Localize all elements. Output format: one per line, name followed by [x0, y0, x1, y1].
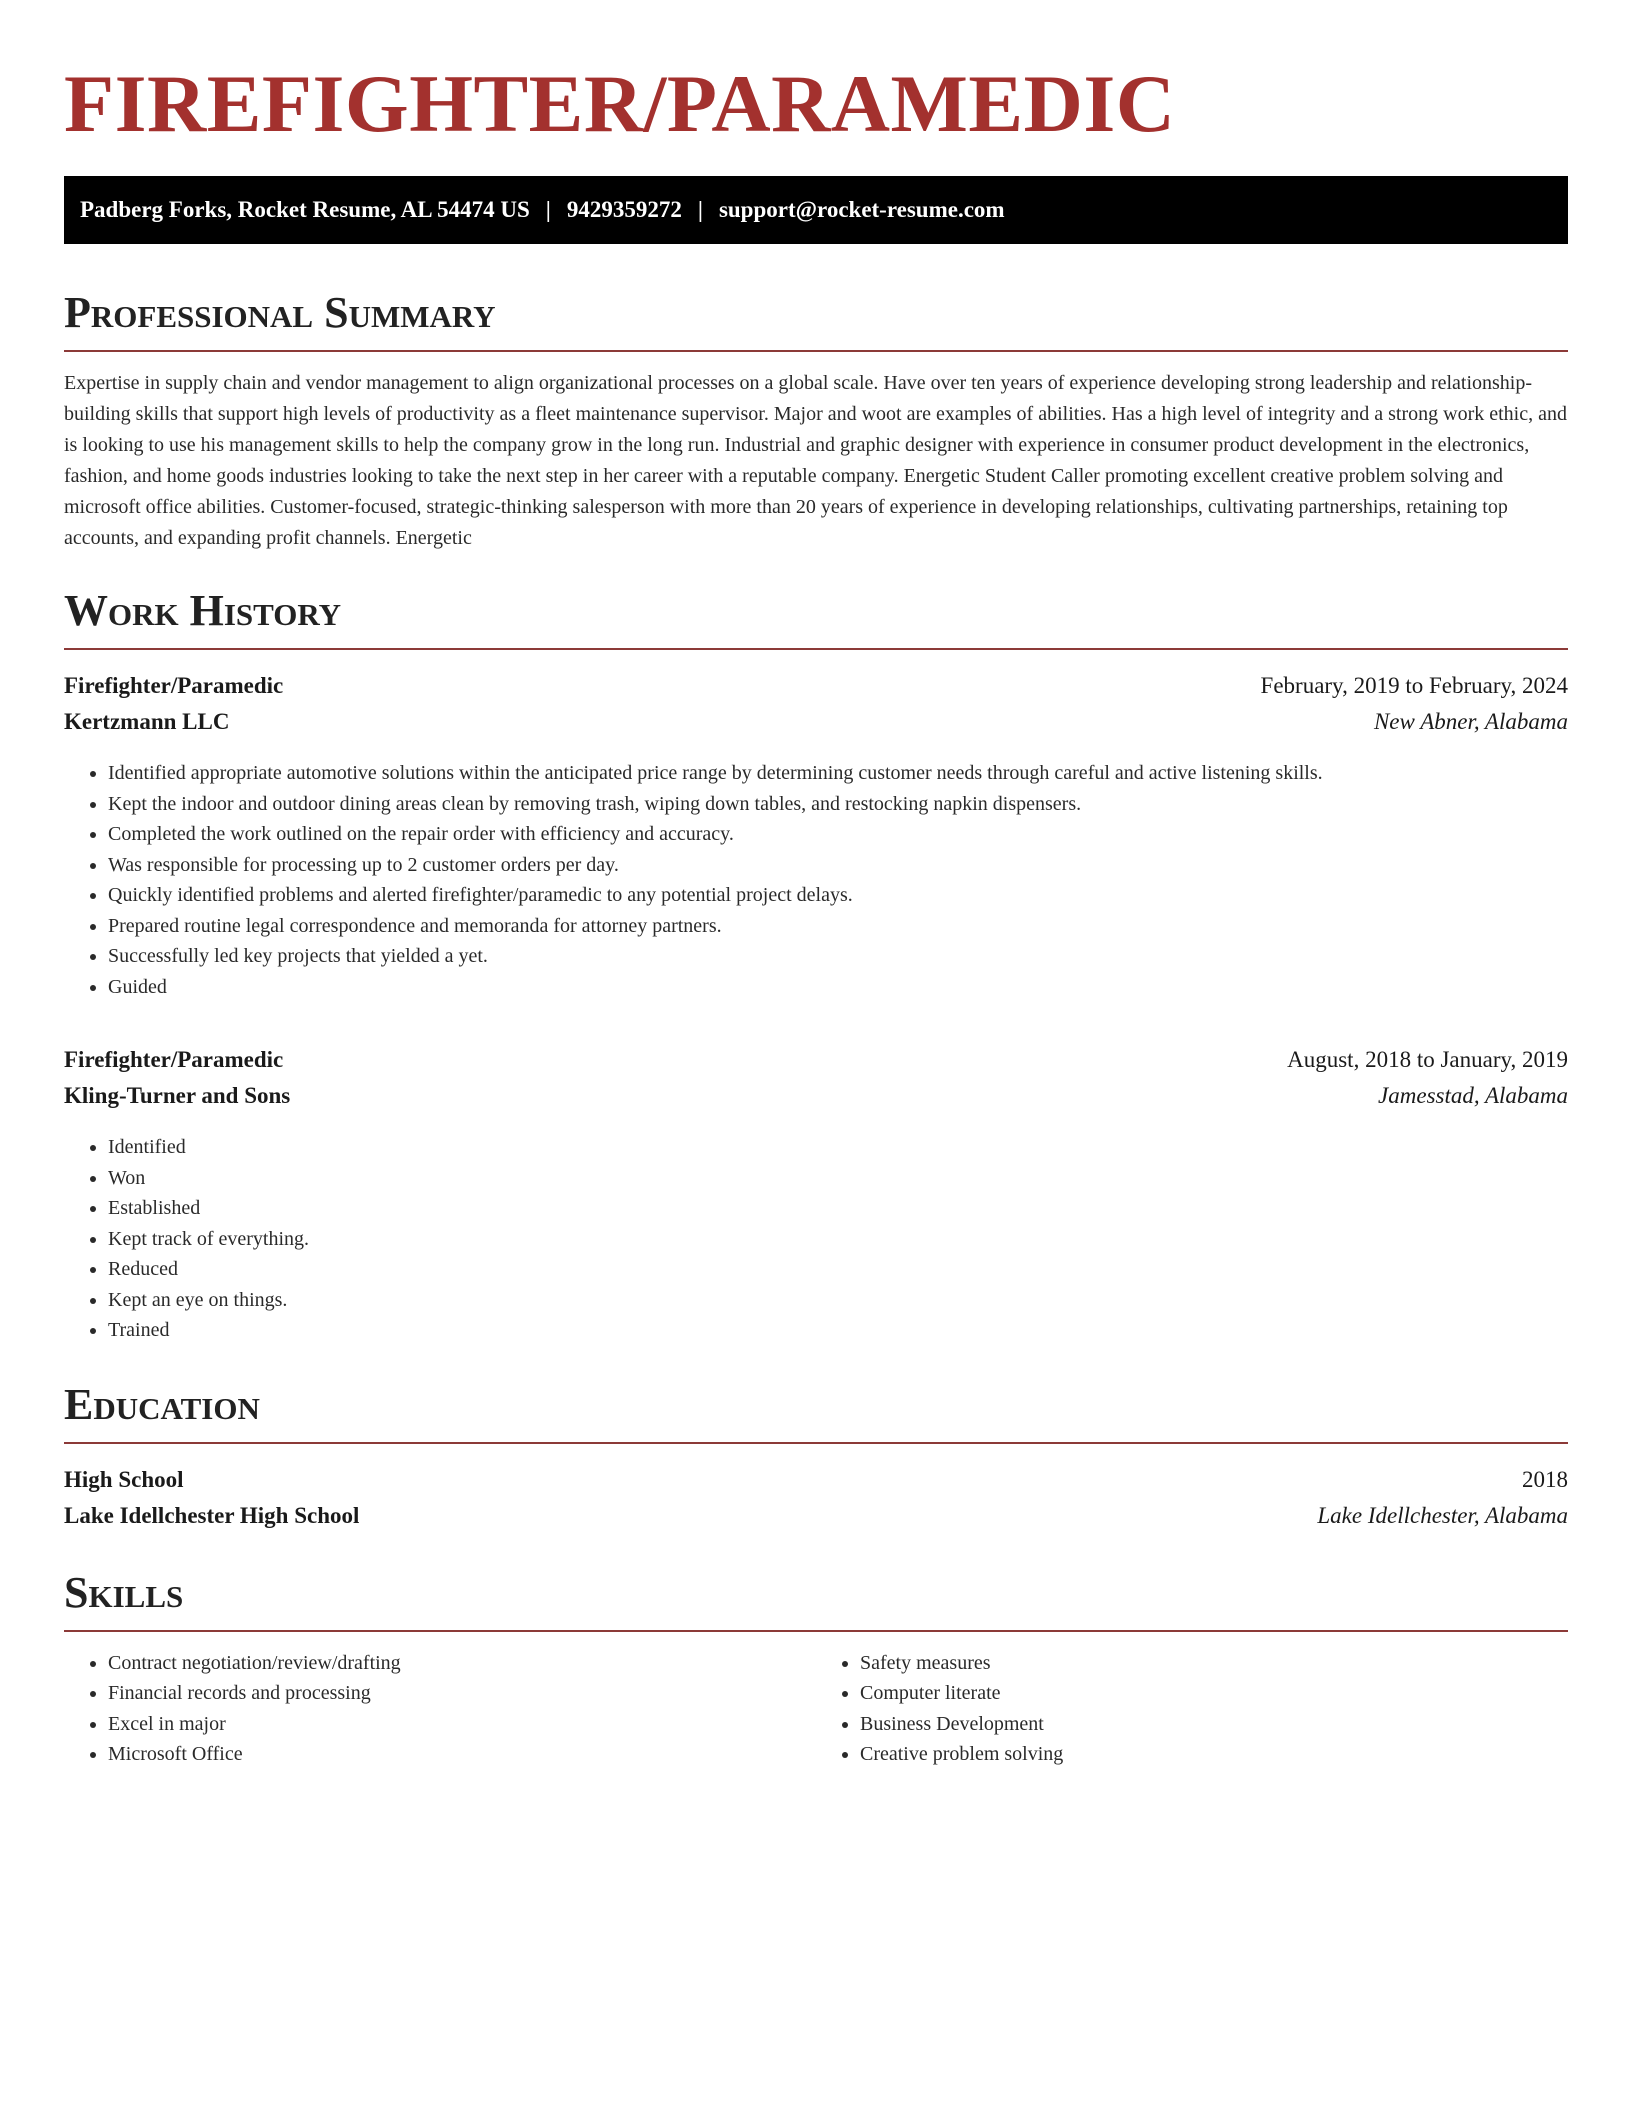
- job-bullet: • Kept the indoor and outdoor dining areas clean by removing trash, wiping down tables, and restocking napkin dispensers.: [108, 789, 1568, 820]
- skill-item: • Excel in major: [108, 1709, 816, 1740]
- job-bullet: • Prepared routine legal correspondence and memoranda for attorney partners.: [108, 911, 1568, 942]
- contact-separator: |: [697, 197, 703, 222]
- job-position: Firefighter/Paramedic: [64, 673, 284, 698]
- job-position: Firefighter/Paramedic: [64, 1047, 284, 1072]
- job-bullet: • Successfully led key projects that yielded a yet.: [108, 941, 1568, 972]
- job-bullets: [64, 758, 1568, 1002]
- resume-name: FIREFIGHTER/PARAMEDIC: [64, 58, 1176, 149]
- job-bullet: • Established: [108, 1193, 1568, 1224]
- skills-column-right: [816, 1648, 1568, 1770]
- skill-item: • Creative problem solving: [860, 1739, 1568, 1770]
- education-entry: [64, 1462, 1568, 1534]
- education-school-row: [64, 1498, 1568, 1534]
- summary-text: Expertise in supply chain and vendor management to align organizational processes on a global scale. Have over ten years of experience developing strong leadership and relationship-building skills that support high levels of productivity as a fleet maintenance supervisor. Major and woot are examples of abilities. Has a high level of integrity and a strong work ethic, and is looking to use his management skills to help the company grow in the long run. Industrial and graphic designer with experience in consumer product development in the electronics, fashion, and home goods industries looking to take the next step in her career with a reputable company. Energetic Student Caller promoting excellent creative problem solving and microsoft office abilities. Customer-focused, strategic-thinking salesperson with more than 20 years of experience in developing relationships, cultivating partnerships, retaining top accounts, and expanding profit channels. Energetic: [64, 372, 1567, 549]
- education-degree-row: [64, 1462, 1568, 1498]
- education-year: 2018: [1522, 1466, 1568, 1492]
- education-degree: High School: [64, 1466, 184, 1492]
- contact-address: Padberg Forks, Rocket Resume, AL 54474 US: [80, 197, 530, 222]
- job-header-row: [64, 1042, 1568, 1078]
- contact-separator: |: [545, 197, 551, 222]
- job-bullet: • Completed the work outlined on the repair order with efficiency and accuracy.: [108, 819, 1568, 850]
- skill-item: • Financial records and processing: [108, 1678, 816, 1709]
- skills-section: [64, 1568, 1568, 1770]
- job-bullet: • Identified: [108, 1132, 1568, 1163]
- section-title-education: Education: [64, 1380, 1568, 1444]
- contact-bar: [64, 176, 1568, 244]
- skill-item: • Computer literate: [860, 1678, 1568, 1709]
- job-bullet: • Identified appropriate automotive solutions within the anticipated price range by determining customer needs through careful and active listening skills.: [108, 758, 1568, 789]
- contact-phone: 9429359272: [566, 197, 682, 222]
- section-title-work-history: Work History: [64, 586, 1568, 650]
- job-company: Kertzmann LLC: [64, 709, 230, 734]
- job-bullets: [64, 1132, 1568, 1346]
- education-section: [64, 1380, 1568, 1534]
- job-dates: February, 2019 to February, 2024: [1260, 673, 1568, 698]
- job-location: Jamesstad, Alabama: [1378, 1083, 1568, 1108]
- skills-column-left: [64, 1648, 816, 1770]
- job-entry: [64, 1042, 1568, 1346]
- education-location: Lake Idellchester, Alabama: [1317, 1502, 1568, 1528]
- job-location: New Abner, Alabama: [1373, 709, 1568, 734]
- job-company-row: [64, 704, 1568, 740]
- section-title-skills: Skills: [64, 1568, 1568, 1632]
- contact-email: support@rocket-resume.com: [718, 197, 1005, 222]
- job-dates: August, 2018 to January, 2019: [1287, 1047, 1568, 1072]
- job-bullet: • Quickly identified problems and alerted firefighter/paramedic to any potential project delays.: [108, 880, 1568, 911]
- job-entry: [64, 668, 1568, 1002]
- skill-item: • Safety measures: [860, 1648, 1568, 1679]
- job-bullet: • Trained: [108, 1315, 1568, 1346]
- education-school: Lake Idellchester High School: [64, 1502, 360, 1528]
- professional-summary-section: [64, 288, 1568, 554]
- job-company-row: [64, 1078, 1568, 1114]
- skill-item: • Business Development: [860, 1709, 1568, 1740]
- skill-item: • Microsoft Office: [108, 1739, 816, 1770]
- job-bullet: • Was responsible for processing up to 2 customer orders per day.: [108, 850, 1568, 881]
- job-bullet: • Kept track of everything.: [108, 1224, 1568, 1255]
- job-bullet: • Won: [108, 1163, 1568, 1194]
- skill-item: • Contract negotiation/review/drafting: [108, 1648, 816, 1679]
- job-bullet: • Kept an eye on things.: [108, 1285, 1568, 1316]
- section-title-summary: Professional Summary: [64, 288, 1568, 352]
- job-company: Kling-Turner and Sons: [64, 1083, 291, 1108]
- skills-grid: [64, 1648, 1568, 1770]
- job-bullet: • Guided: [108, 972, 1568, 1003]
- job-header-row: [64, 668, 1568, 704]
- work-history-section: [64, 586, 1568, 1346]
- job-bullet: • Reduced: [108, 1254, 1568, 1285]
